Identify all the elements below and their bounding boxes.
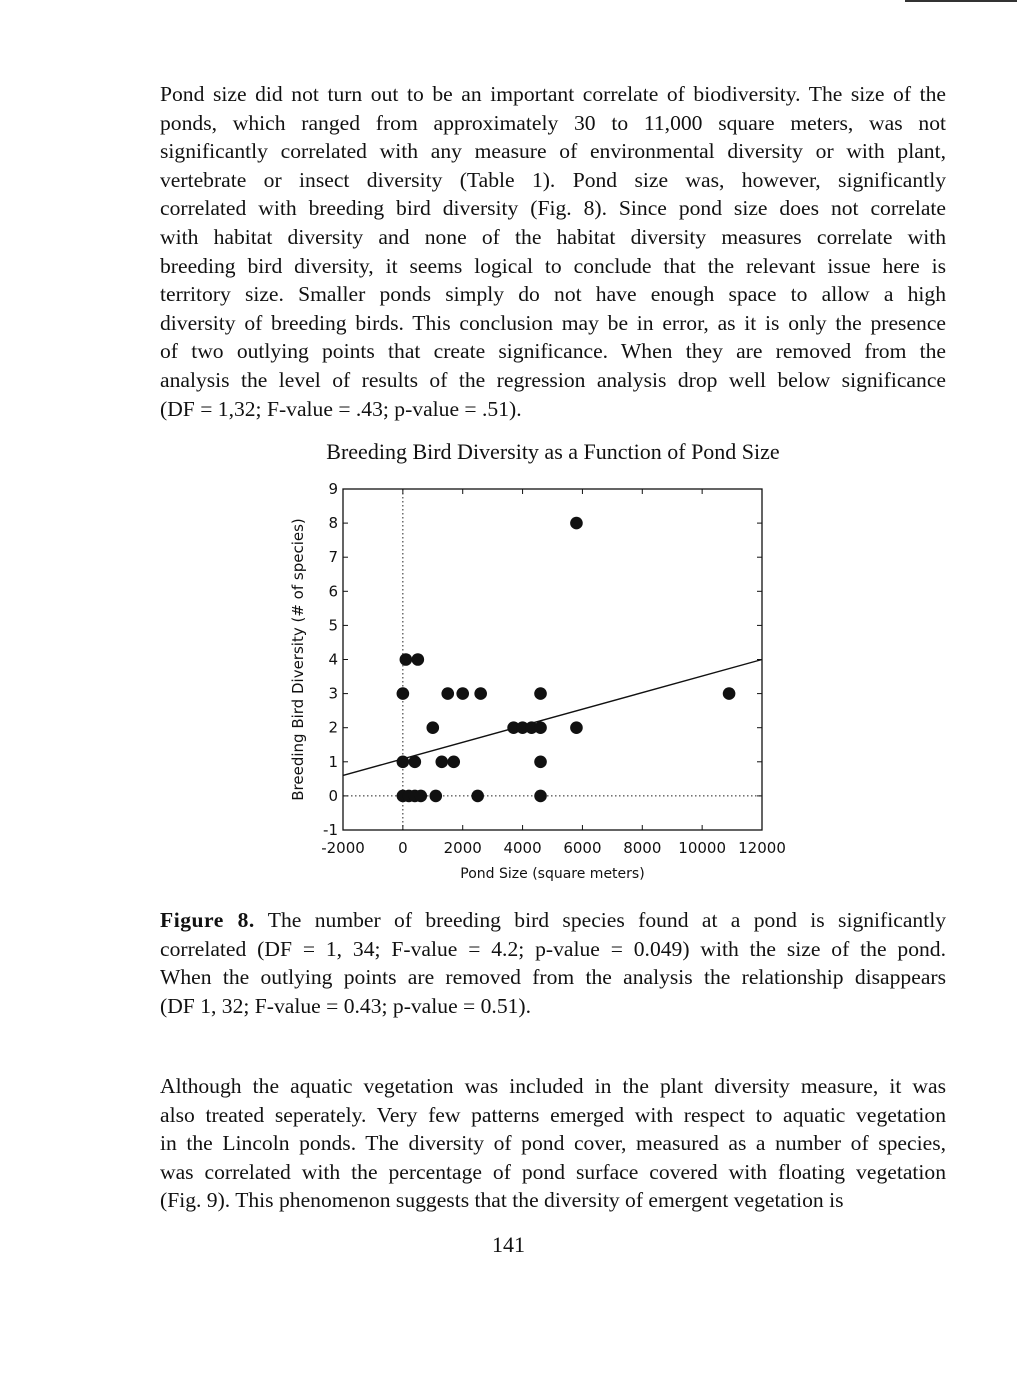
paragraph-line: (Fig. 9). This phenomenon suggests that the diversity of emergent vegetation is xyxy=(160,1188,844,1213)
caption-line: correlated (DF = 1, 34; F-value = 4.2; p-value = 0.049) with the size of the pond. xyxy=(160,936,946,961)
data-point xyxy=(534,721,547,734)
data-point xyxy=(397,687,410,700)
data-point xyxy=(441,687,454,700)
data-point xyxy=(415,790,428,803)
data-point xyxy=(534,756,547,769)
paragraph-line: analysis the level of results of the regression analysis drop well below significance xyxy=(160,367,946,392)
paragraph-line: also treated seperately. Very few patterns emerged with respect to aquatic vegetation xyxy=(160,1102,946,1127)
x-tick-label: 6000 xyxy=(563,839,602,857)
paragraph-line: Although the aquatic vegetation was included in the plant diversity measure, it was xyxy=(160,1074,946,1098)
y-tick-label: 2 xyxy=(328,718,338,737)
x-tick-label: 2000 xyxy=(443,839,482,857)
paragraph-line: Pond size did not turn out to be an important correlate of biodiversity. The size of the xyxy=(160,82,946,106)
paragraph-line: territory size. Smaller ponds simply do not have enough space to allow a high xyxy=(160,282,946,307)
figure-caption xyxy=(160,906,946,1020)
page-number: 141 xyxy=(492,1232,525,1257)
paragraph-line: ponds, which ranged from approximately 30 to 11,000 square meters, was not xyxy=(160,110,946,135)
caption-line xyxy=(160,906,946,935)
y-tick-label: 5 xyxy=(328,616,338,635)
data-point xyxy=(435,756,448,769)
x-tick-label: -2000 xyxy=(321,839,365,857)
paragraph-line: of two outlying points that create significance. When they are removed from the xyxy=(160,339,946,364)
y-tick-label: 3 xyxy=(328,684,338,703)
y-tick-label: 6 xyxy=(328,582,338,601)
caption-line: When the outlying points are removed from the analysis the relationship disappears xyxy=(160,965,946,990)
data-points xyxy=(397,517,736,802)
y-tick-label: 0 xyxy=(328,786,338,805)
paragraph-line: breeding bird diversity, it seems logical to conclude that the relevant issue here is xyxy=(160,253,946,278)
paragraph-line: (DF = 1,32; F-value = .43; p-value = .51). xyxy=(160,396,522,421)
x-tick-label: 8000 xyxy=(623,839,662,857)
paragraph-line: significantly correlated with any measure of environmental diversity or with plant, xyxy=(160,139,946,164)
paragraph-line: in the Lincoln ponds. The diversity of pond cover, measured as a number of species, xyxy=(160,1131,946,1156)
y-tick-label: 4 xyxy=(328,650,338,669)
data-point xyxy=(534,687,547,700)
caption-text: The number of breeding bird species found at a pond is significantly xyxy=(254,908,946,932)
paragraph-line: with habitat diversity and none of the habitat diversity measures correlate with xyxy=(160,224,946,249)
y-tick-label: -1 xyxy=(323,821,338,839)
caption-line: (DF 1, 32; F-value = 0.43; p-value = 0.51). xyxy=(160,993,532,1018)
data-point xyxy=(447,756,460,769)
y-tick-label: 1 xyxy=(328,752,338,771)
figure-label: Figure 8. xyxy=(160,908,255,932)
y-tick-label: 7 xyxy=(328,548,338,567)
data-point xyxy=(570,517,583,530)
paragraph-line: diversity of breeding birds. This conclusion may be in error, as it is only the presence xyxy=(160,310,946,335)
data-point xyxy=(397,756,410,769)
scatter-chart xyxy=(270,468,810,888)
data-point xyxy=(456,687,469,700)
scan-edge-line xyxy=(905,0,1017,2)
paragraph-line: vertebrate or insect diversity (Table 1). Pond size was, however, significantly xyxy=(160,167,946,192)
data-point xyxy=(409,756,422,769)
data-point xyxy=(474,687,487,700)
data-point xyxy=(471,790,484,803)
x-tick-label: 12000 xyxy=(738,839,786,857)
paragraph-line: correlated with breeding bird diversity (Fig. 8). Since pond size does not correlate xyxy=(160,196,946,221)
paragraph-aquatic-vegetation xyxy=(160,1072,946,1215)
x-tick-label: 4000 xyxy=(503,839,542,857)
paragraph-line: was correlated with the percentage of pond surface covered with floating vegetation xyxy=(160,1159,946,1184)
data-point xyxy=(534,790,547,803)
chart-title: Breeding Bird Diversity as a Function of Pond Size xyxy=(326,439,780,464)
data-point xyxy=(429,790,442,803)
data-point xyxy=(570,721,583,734)
data-point xyxy=(400,653,413,666)
data-point xyxy=(426,721,439,734)
x-tick-label: 10000 xyxy=(678,839,727,857)
y-tick-label: 8 xyxy=(328,514,338,533)
data-point xyxy=(723,687,736,700)
y-tick-label: 9 xyxy=(328,480,338,498)
axis-ticks xyxy=(321,480,786,857)
x-tick-label: 0 xyxy=(398,839,408,857)
x-axis-label: Pond Size (square meters) xyxy=(460,866,645,882)
data-point xyxy=(412,653,425,666)
paragraph-pond-size xyxy=(160,80,946,423)
y-axis-label: Breeding Bird Diversity (# of species) xyxy=(289,518,307,801)
